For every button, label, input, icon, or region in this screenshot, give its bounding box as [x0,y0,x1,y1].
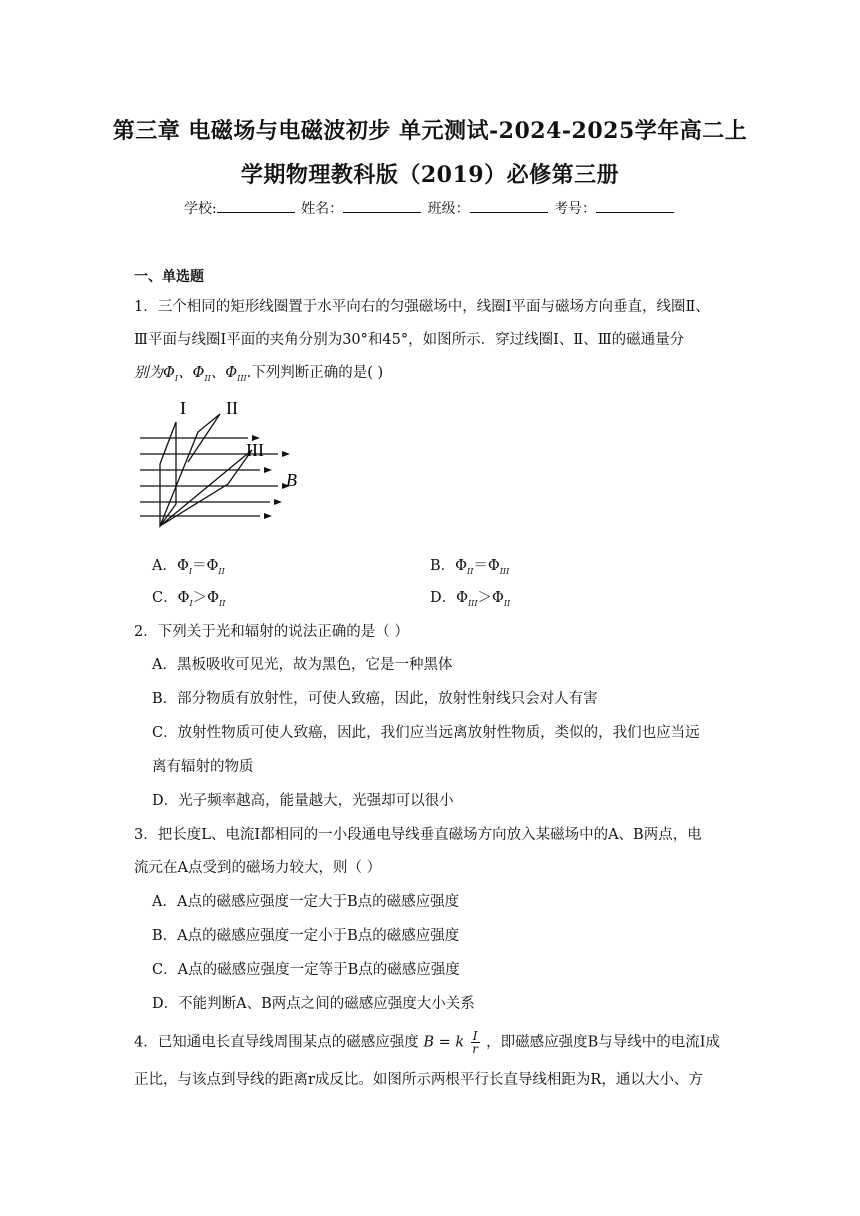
class-label: 班级： [427,201,470,217]
exam-number-label: 考号： [554,201,597,217]
q4-line2: 正比，与该点到导线的距离r成反比。如图所示两根平行长直导线相距为R，通以大小、方 [134,1072,703,1088]
q2-option-a[interactable]: A．黑板吸收可见光，故为黑色，它是一种黑体 [152,657,453,673]
field-label-b: B [286,470,297,490]
q3-option-d[interactable]: D．不能判断A、B两点之间的磁感应强度大小关系 [152,996,475,1012]
section-heading: 一、单选题 [134,269,204,285]
q1-line2: Ⅲ平面与线圈Ⅰ平面的夹角分别为30°和45°，如图所示．穿过线圈Ⅰ、Ⅱ、Ⅲ的磁通量分 [134,332,685,348]
coil-field-figure [128,392,308,532]
q1-option-b[interactable]: B．$\Phi_{II}=\Phi_{III}$ [430,558,510,576]
q3-stem-line1: 3．把长度L、电流I都相同的一小段通电导线垂直磁场方向放入某磁场中的A、B两点，电 [134,827,702,843]
class-blank[interactable] [470,199,548,213]
q1-option-d[interactable]: D．$\Phi_{III}>\Phi_{II}$ [430,590,511,608]
coil-label-i: I [180,398,186,418]
q4-formula-lhs: B = k [423,1034,465,1051]
student-info-row [0,198,860,218]
q4-formula-fraction: $\frac{I}{r}$ [472,1029,479,1056]
q2-option-d[interactable]: D．光子频率越高，能量越大，光强却可以很小 [152,793,454,809]
name-blank[interactable] [343,199,421,213]
q2-option-c[interactable]: C．放射性物质可使人致癌，因此，我们应当远离放射性物质，类似的，我们也应当远 [152,725,700,741]
coil-label-ii: II [226,398,238,418]
exam-number-blank[interactable] [596,199,674,213]
school-blank[interactable] [217,199,295,213]
q1-option-c[interactable]: C．$\Phi_I>\Phi_{II}$ [152,590,226,608]
q2-option-c-cont: 离有辐射的物质 [152,759,254,775]
coil-label-iii: III [246,440,264,460]
document-title-line1: 第三章 电磁场与电磁波初步 单元测试-2024-2025学年高二上 [112,118,748,144]
name-label: 姓名： [301,201,344,217]
q1-line1: 1．三个相同的矩形线圈置于水平向右的匀强磁场中，线圈Ⅰ平面与磁场方向垂直，线圈Ⅱ、 [134,299,710,315]
document-title-line2: 学期物理教科版（2019）必修第三册 [240,162,620,188]
q1-line3: 别为$\Phi_I$、$\Phi_{II}$、$\Phi_{III}$.下列判断正确的是( ) [134,365,384,383]
q2-option-b[interactable]: B．部分物质有放射性，可使人致癌，因此，放射性射线只会对人有害 [152,691,598,707]
q3-option-b[interactable]: B．A点的磁感应强度一定小于B点的磁感应强度 [152,928,460,944]
school-label: 学校: [183,201,217,217]
q3-option-c[interactable]: C．A点的磁感应强度一定等于B点的磁感应强度 [152,962,460,978]
q3-option-a[interactable]: A．A点的磁感应强度一定大于B点的磁感应强度 [152,894,460,910]
q4-line1: 4．已知通电长直导线周围某点的磁感应强度 B = k $\frac{I}{r}$ ，即磁感应强度B与导线中的电流I成 [134,1029,721,1056]
q2-stem: 2．下列关于光和辐射的说法正确的是（ ） [134,624,409,640]
q3-stem-line2: 流元在A点受到的磁场力较大，则（ ） [134,860,382,876]
q1-option-a[interactable]: A．$\Phi_I=\Phi_{II}$ [152,558,225,576]
